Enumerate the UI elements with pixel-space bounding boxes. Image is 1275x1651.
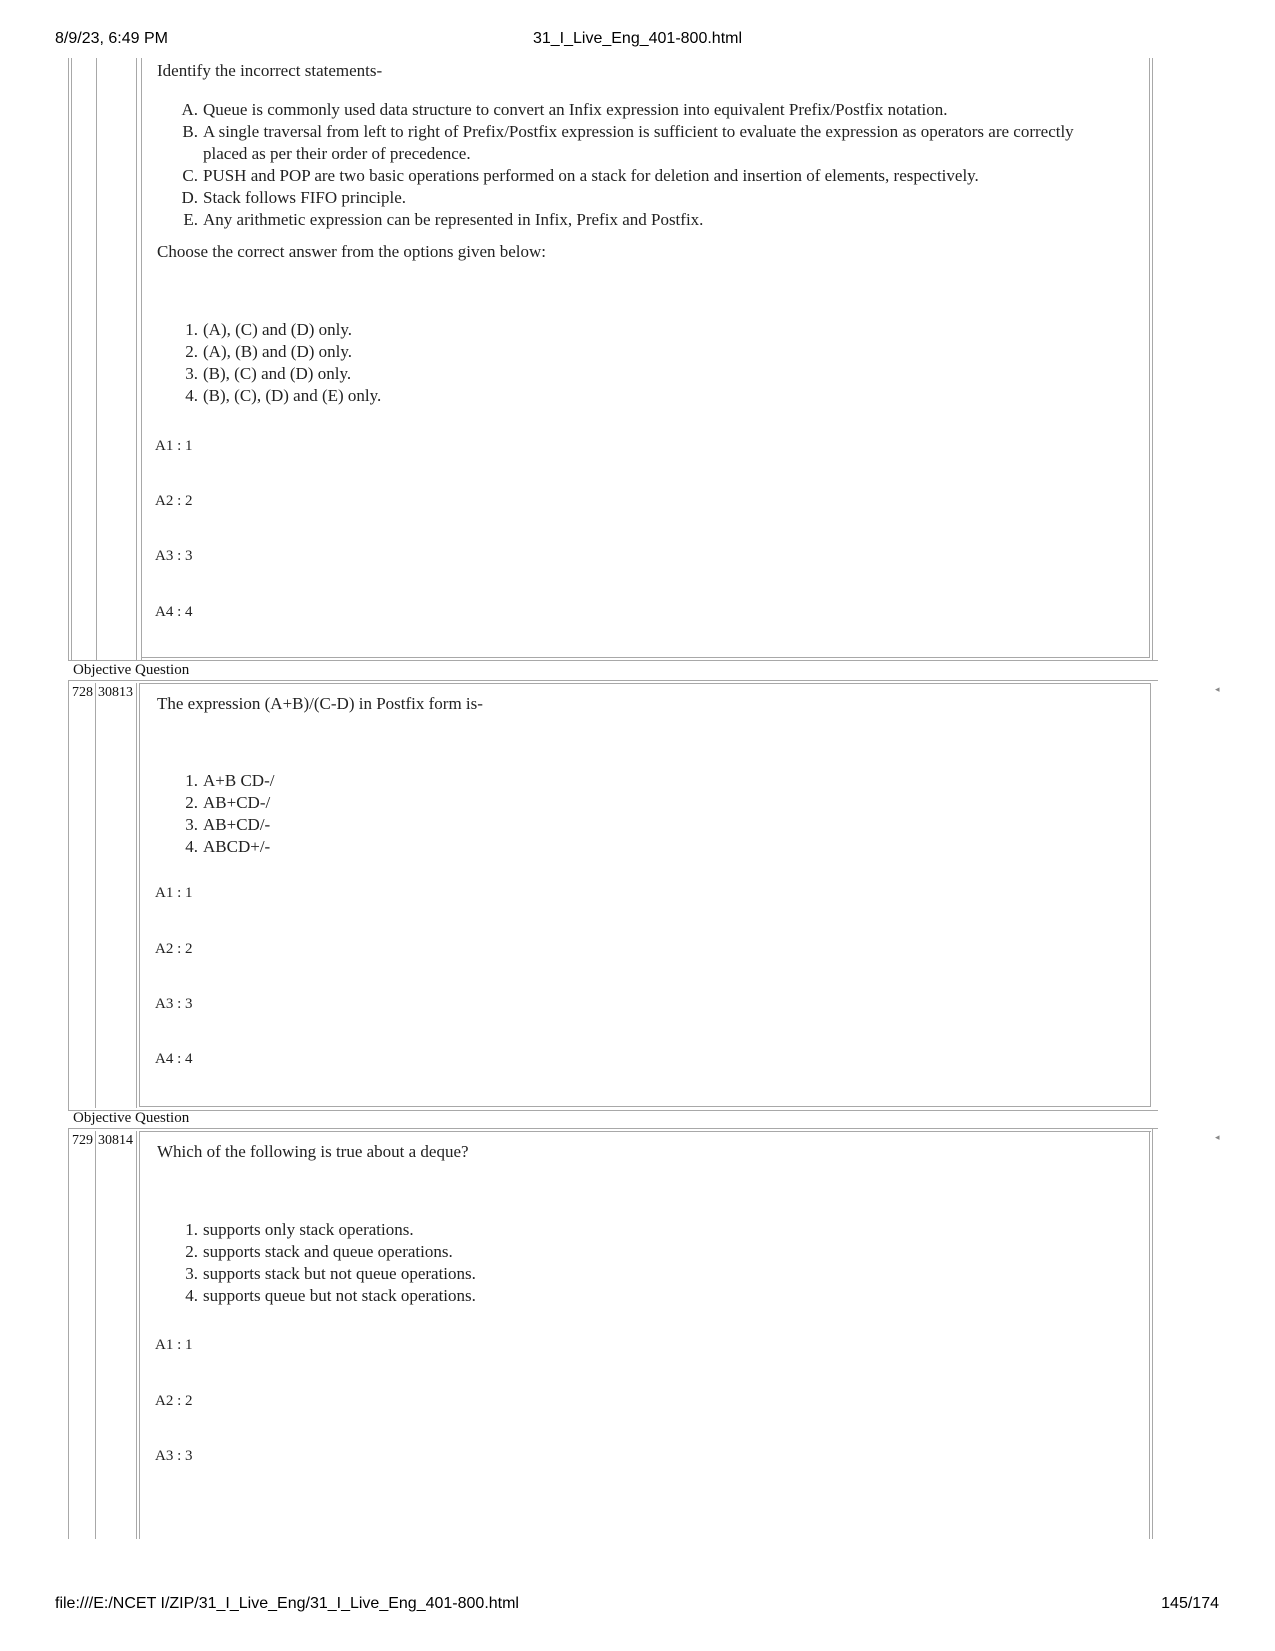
question-serial: 728 <box>72 685 93 700</box>
option-list <box>172 319 381 407</box>
answer-key-a1: A1 : 1 <box>155 1337 193 1353</box>
question-type-label: Objective Question <box>73 1110 190 1126</box>
option-list <box>172 770 274 858</box>
list-item: 1. supports only stack operations. <box>185 1220 414 1239</box>
answer-key-a2: A2 : 2 <box>155 941 193 957</box>
list-item: B. A single traversal from left to right of Prefix/Postfix expression is sufficient to evaluate the expression as operators are correctly placed as per their order of precedence. <box>182 122 1074 163</box>
list-item: 2. AB+CD-/ <box>185 793 271 812</box>
answer-key-a4: A4 : 4 <box>155 604 193 620</box>
print-page-title: 31_I_Live_Eng_401-800.html <box>532 30 743 47</box>
option-list <box>172 1219 476 1307</box>
list-item: C. PUSH and POP are two basic operations performed on a stack for deletion and insertion of elements, respectively. <box>182 166 979 185</box>
question-prompt: The expression (A+B)/(C-D) in Postfix form is- <box>157 694 483 713</box>
list-item: 3. AB+CD/- <box>185 815 271 834</box>
list-item: 3. supports stack but not queue operations. <box>185 1264 476 1283</box>
answer-key-a2: A2 : 2 <box>155 493 193 509</box>
question-serial: 729 <box>72 1133 93 1148</box>
statement-list <box>172 99 1122 231</box>
question-prompt: Which of the following is true about a deque? <box>157 1142 469 1161</box>
list-item: D. Stack follows FIFO principle. <box>181 188 407 207</box>
list-item: 2. (A), (B) and (D) only. <box>185 342 353 361</box>
list-item: 4. supports queue but not stack operations. <box>185 1286 476 1305</box>
list-item: 4. (B), (C), (D) and (E) only. <box>185 386 382 405</box>
question-type-label: Objective Question <box>73 662 190 678</box>
answer-key-a4: A4 : 4 <box>155 1051 193 1067</box>
print-datetime: 8/9/23, 6:49 PM <box>55 30 168 47</box>
list-item: 2. supports stack and queue operations. <box>185 1242 453 1261</box>
print-file-path: file:///E:/NCET I/ZIP/31_I_Live_Eng/31_I_Live_Eng_401-800.html <box>55 1595 519 1612</box>
question-prompt: Identify the incorrect statements- <box>157 61 383 80</box>
print-page-number: 145/174 <box>1161 1595 1219 1612</box>
list-item: 4. ABCD+/- <box>185 837 271 856</box>
scroll-tick-icon: ◂ <box>1215 685 1220 695</box>
answer-key-a2: A2 : 2 <box>155 1393 193 1409</box>
list-item: E. Any arithmetic expression can be represented in Infix, Prefix and Postfix. <box>183 210 704 229</box>
list-item: A. Queue is commonly used data structure to convert an Infix expression into equivalent Prefix/Postfix notation. <box>181 100 948 119</box>
list-item: 3. (B), (C) and (D) only. <box>185 364 352 383</box>
answer-key-a3: A3 : 3 <box>155 548 193 564</box>
question-id: 30814 <box>98 1133 133 1148</box>
scroll-tick-icon: ◂ <box>1215 1133 1220 1143</box>
list-item: 1. A+B CD-/ <box>185 771 275 790</box>
question-instruction: Choose the correct answer from the options given below: <box>157 242 547 261</box>
answer-key-a3: A3 : 3 <box>155 996 193 1012</box>
answer-key-a3: A3 : 3 <box>155 1448 193 1464</box>
question-id: 30813 <box>98 685 133 700</box>
answer-key-a1: A1 : 1 <box>155 438 193 454</box>
answer-key-a1: A1 : 1 <box>155 885 193 901</box>
list-item: 1. (A), (C) and (D) only. <box>185 320 353 339</box>
